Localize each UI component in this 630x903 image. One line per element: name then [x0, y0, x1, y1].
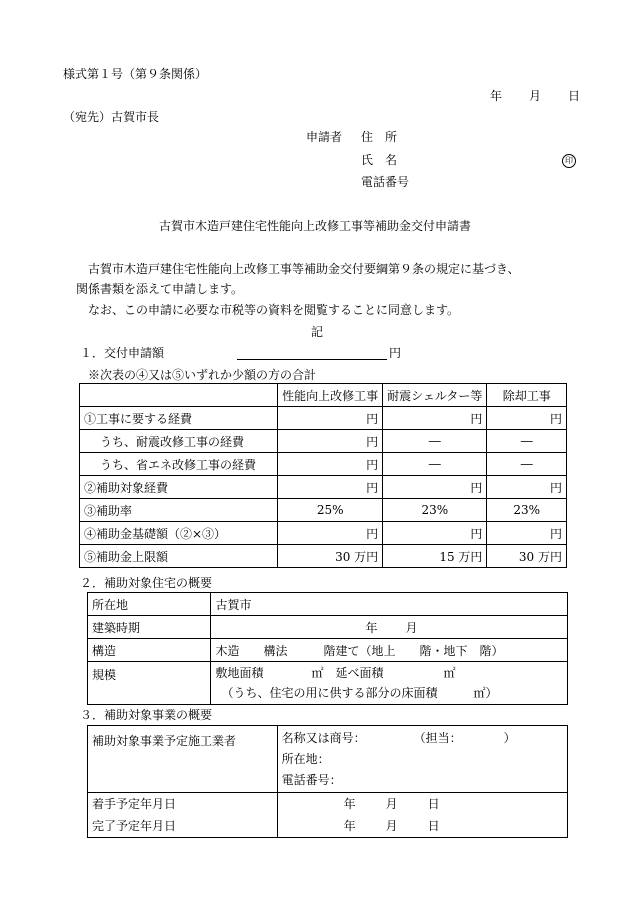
structure-label: 構造	[88, 639, 211, 662]
header-col: 性能向上改修工事	[278, 384, 383, 407]
header-col: 耐震シェルター等	[383, 384, 487, 407]
table-cell: 円	[383, 476, 487, 499]
project-table	[87, 725, 568, 838]
table-row	[80, 545, 567, 568]
contractor-name: 名称又は商号： （担当： ）	[281, 731, 516, 745]
table-cell: ―	[487, 453, 567, 476]
section2-heading: ２．補助対象住宅の概要	[80, 576, 213, 590]
table-cell: 円	[278, 407, 383, 430]
table-row	[88, 793, 568, 838]
table-cell: 円	[383, 522, 487, 545]
table-row	[88, 616, 568, 639]
table-cell: ―	[383, 453, 487, 476]
location-label: 所在地	[88, 593, 211, 616]
table-cell: 30 万円	[278, 545, 383, 568]
table-row	[80, 499, 567, 522]
scale-value	[211, 662, 568, 705]
table-row	[88, 662, 568, 705]
contractor-phone: 電話番号：	[281, 773, 342, 787]
table-cell: 23%	[487, 499, 567, 522]
body-line-2: 関係書類を添えて申請します。	[76, 282, 244, 296]
form-number: 様式第１号（第９条関係）	[63, 67, 208, 81]
row-label: ⑤補助金上限額	[80, 545, 278, 568]
date-day: 日	[568, 89, 581, 103]
table-cell: 円	[278, 476, 383, 499]
row-label: うち、省エネ改修工事の経費	[80, 453, 278, 476]
table-cell: 23%	[383, 499, 487, 522]
table-row	[80, 407, 567, 430]
table-cell: 円	[278, 453, 383, 476]
contractor-value	[277, 726, 567, 793]
table-row	[80, 522, 567, 545]
date-month: 月	[529, 89, 542, 103]
table-cell: ―	[487, 430, 567, 453]
housing-table	[87, 592, 568, 705]
table-row	[80, 476, 567, 499]
scale-line-2: （うち、住宅の用に供する部分の床面積 ㎡）	[221, 686, 498, 700]
table-row	[88, 726, 568, 793]
name-label: 氏 名	[361, 153, 398, 167]
end-label: 完了予定年月日	[92, 819, 177, 833]
end-date: 年 月 日	[343, 819, 440, 833]
subsidy-table	[79, 383, 567, 568]
seal-mark: 印	[562, 153, 576, 168]
row-label: ③補助率	[80, 499, 278, 522]
row-label: ②補助対象経費	[80, 476, 278, 499]
location-value: 古賀市	[211, 593, 568, 616]
table-cell: 円	[487, 407, 567, 430]
table-cell: 30 万円	[487, 545, 567, 568]
document-title: 古賀市木造戸建住宅性能向上改修工事等補助金交付申請書	[158, 219, 471, 233]
table-cell: 円	[278, 430, 383, 453]
contractor-label: 補助対象事業予定施工業者	[88, 726, 278, 793]
scale-line-1: 敷地面積 ㎡ 延べ面積 ㎡	[215, 666, 456, 680]
table-row	[80, 453, 567, 476]
table-cell: 15 万円	[383, 545, 487, 568]
start-date: 年 月 日	[343, 797, 440, 811]
table-cell: 円	[487, 522, 567, 545]
table-row	[88, 639, 568, 662]
contractor-address: 所在地：	[281, 752, 330, 766]
address-label: 住 所	[361, 130, 398, 144]
structure-value: 木造 構法 階建て（地上 階・地下 階）	[211, 639, 568, 662]
built-label: 建築時期	[88, 616, 211, 639]
row-label: ④補助金基礎額（②×③）	[80, 522, 278, 545]
section1-heading: １．交付申請額	[80, 346, 165, 360]
built-value: 年 月	[211, 616, 568, 639]
schedule-labels	[88, 793, 278, 838]
header-blank	[80, 384, 278, 407]
body-line-3: なお、この申請に必要な市税等の資料を閲覧することに同意します。	[88, 303, 460, 317]
schedule-values	[277, 793, 567, 838]
applicant-label: 申請者	[306, 130, 343, 144]
table-cell: 25%	[278, 499, 383, 522]
scale-label: 規模	[88, 662, 211, 705]
table-cell: ―	[383, 430, 487, 453]
addressee: （宛先）古賀市長	[63, 110, 160, 124]
row-label: うち、耐震改修工事の経費	[80, 430, 278, 453]
table-cell: 円	[383, 407, 487, 430]
amount-unit: 円	[389, 346, 402, 360]
phone-label: 電話番号	[361, 175, 410, 189]
table-note: ※次表の④又は⑤いずれか少額の方の合計	[88, 368, 317, 382]
header-col: 除却工事	[487, 384, 567, 407]
table-cell: 円	[278, 522, 383, 545]
body-line-1: 古賀市木造戸建住宅性能向上改修工事等補助金交付要綱第９条の規定に基づき、	[88, 262, 520, 276]
amount-underline	[237, 359, 387, 360]
ki-label: 記	[311, 325, 324, 339]
table-row	[88, 593, 568, 616]
row-label: ①工事に要する経費	[80, 407, 278, 430]
table-cell: 円	[487, 476, 567, 499]
table-header-row	[80, 384, 567, 407]
start-label: 着手予定年月日	[92, 797, 177, 811]
table-row	[80, 430, 567, 453]
section3-heading: ３．補助対象事業の概要	[80, 708, 213, 722]
date-year: 年	[490, 89, 503, 103]
